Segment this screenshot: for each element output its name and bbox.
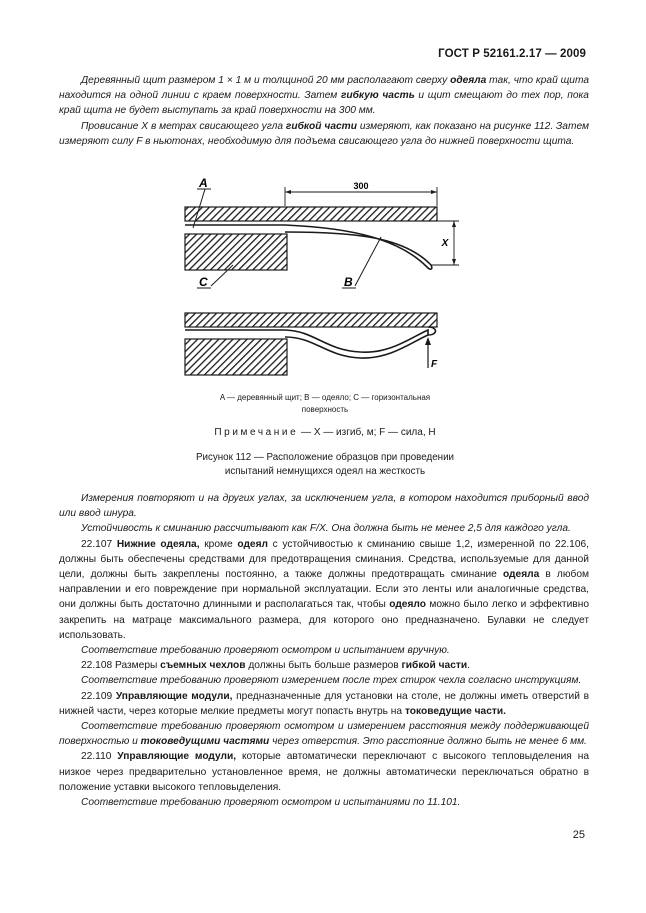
- bold-term: Управляющие модули,: [115, 690, 233, 702]
- paragraph: [59, 749, 589, 795]
- text-run: которые автоматически переключают с высокого тепловыделения на низкое через предварительно установленное время, не должны автоматически переключаться обратно в положение уставки высокого тепловыделения.: [59, 751, 589, 793]
- text-run: Соответствие требованию проверяют измерением после трех стирок чехла согласно инструкциям.: [81, 675, 582, 687]
- wooden-board-bottom: [185, 313, 437, 327]
- paragraph: [59, 643, 589, 658]
- text-run: должны быть больше размеров: [245, 660, 402, 672]
- bold-term: гибкой части: [285, 120, 357, 132]
- text-run: Соответствие требованию проверяют осмотром и измерением расстояния между поддерживающей поверхностью и: [59, 721, 589, 748]
- label-c: C: [199, 275, 208, 289]
- text-run: 22.107: [81, 538, 117, 550]
- page-number: 25: [572, 829, 585, 841]
- text-run: Соответствие требованию проверяют осмотром и испытаниями по 11.101.: [81, 797, 461, 809]
- bold-term: токоведущие части.: [404, 705, 506, 717]
- label-x: X: [441, 238, 449, 249]
- intro-text: [59, 73, 589, 149]
- paragraph: [59, 689, 589, 719]
- paragraph: [59, 491, 589, 521]
- figure-note: [100, 427, 550, 438]
- dimension-300: 300: [353, 181, 369, 191]
- text-run: с устойчивостью к сминанию свыше 1,2, измеренной по 22.106, должны быть обеспечены средствами для предотвращения сминания. Средства, используемые для данной цели, должны быть закреплены постоянно, а также должны предотвращать сминание: [59, 538, 590, 581]
- text-run: Провисание X в метрах свисающего угла: [81, 120, 286, 132]
- text-run: так, что край щита находится на одной линии с краем поверхности. Затем: [59, 75, 589, 102]
- bold-term: съемных чехлов: [160, 660, 246, 672]
- surface-top: [185, 234, 287, 270]
- paragraph: [59, 73, 589, 119]
- bold-term: Управляющие модули,: [117, 751, 237, 763]
- note-word: Примечание: [214, 427, 299, 438]
- paragraph: [59, 673, 589, 688]
- text-run: кроме: [199, 538, 238, 550]
- text-run: в любом направлении и его повреждение при нормальной эксплуатации. Если это ленты или аналогичные средства, они должны быть достаточно длинными и располагаться так, чтобы: [59, 569, 589, 611]
- text-run: 22.109: [81, 690, 116, 702]
- text-run: 22.108 Размеры: [81, 660, 161, 672]
- figure-112-diagram: [175, 170, 475, 390]
- bold-term: гибкой части: [401, 660, 468, 672]
- blanket-hanging: [285, 225, 432, 269]
- text-run: и щит смещают до тех пор, пока край щита не будет выступать за край поверхности на 300 мм.: [59, 90, 589, 117]
- bold-term: одеяла: [502, 569, 540, 581]
- text-run: .: [467, 660, 470, 672]
- bold-term: токоведущими частями: [140, 736, 270, 748]
- bold-term: одеяло: [389, 599, 426, 611]
- paragraph: [59, 119, 589, 149]
- bold-term: одеял: [237, 538, 268, 550]
- legend-line-2: поверхность: [301, 405, 349, 414]
- paragraph: [59, 795, 589, 810]
- wooden-board-top: [185, 207, 437, 221]
- text-run: Соответствие требованию проверяют осмотром и испытанием вручную.: [81, 645, 450, 657]
- bold-term: одеяла: [450, 75, 487, 86]
- surface-bottom: [185, 339, 287, 375]
- page-header: ГОСТ Р 52161.2.17 — 2009: [438, 48, 586, 60]
- paragraph: [59, 719, 589, 749]
- body-text: [59, 491, 589, 810]
- text-run: можно было легко и эффективно закрепить на матраце максимального размера, для которого оно предназначено. Булавки не следует использовать.: [59, 599, 589, 641]
- legend-line-1: A — деревянный щит; B — одеяло; C — горизонтальная: [219, 393, 431, 402]
- caption-line-1: Рисунок 112 — Расположение образцов при проведении: [195, 452, 455, 463]
- paragraph: [59, 658, 589, 673]
- paragraph: [59, 537, 589, 643]
- label-a: A: [199, 176, 208, 190]
- bold-term: гибкую часть: [340, 90, 415, 102]
- text-run: предназначенные для установки на столе, не должны иметь отверстий в нижней части, через которые мелкие предметы могут попасть внутрь на: [59, 690, 589, 717]
- text-run: Устойчивость к сминанию рассчитывают как F/X. Она должна быть не менее 2,5 для каждого угла.: [81, 523, 571, 535]
- note-text: — X — изгиб, м; F — сила, Н: [298, 427, 436, 438]
- bold-term: Нижние одеяла,: [116, 538, 200, 550]
- label-f: F: [431, 359, 438, 370]
- caption-line-2: испытаний немнущихся одеял на жесткость: [224, 465, 426, 477]
- paragraph: [59, 521, 589, 536]
- figure-legend: [180, 392, 470, 416]
- figure-caption: [140, 451, 510, 478]
- text-run: 22.110: [81, 751, 118, 763]
- text-run: измеряют, как показано на рисунке 112. Затем измеряют силу F в ньютонах, необходимую для подъема свисающего угла до нижней поверхности щита.: [59, 120, 589, 147]
- text-run: Измерения повторяют и на других углах, за исключением угла, в котором находится приборный ввод или ввод шнура.: [59, 493, 589, 520]
- text-run: Деревянный щит размером 1 × 1 м и толщиной 20 мм располагают сверху: [81, 75, 451, 86]
- text-run: через отверстия. Это расстояние должно быть не менее 6 мм.: [269, 736, 587, 748]
- label-b: B: [344, 275, 353, 289]
